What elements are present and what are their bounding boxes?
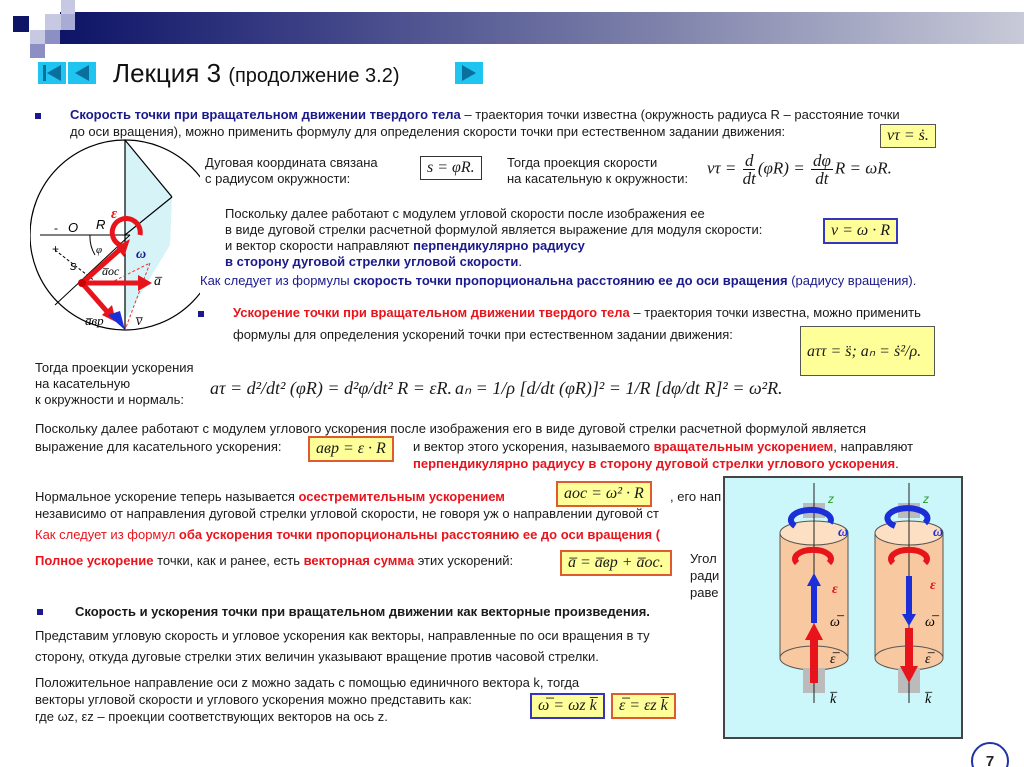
page-title [113, 58, 400, 89]
section2-side-1: Угол [690, 551, 717, 566]
decor-square [30, 44, 45, 58]
proj-text-2: на касательную к окружности: [507, 171, 689, 186]
formula-avr-box: aвр = ε · R [308, 436, 394, 462]
section1-conclusion: Как следует из формулы скорость точки пропорциональна расстоянию ее до оси вращения (радиусу вращения). [200, 273, 917, 288]
formula-vt-box: vτ = ṡ. [880, 124, 936, 148]
formula-at: aτ = d²/dt² (φR) = d²φ/dt² R = εR. [210, 378, 452, 398]
svg-text:ε: ε [930, 578, 936, 593]
svg-text:ε̅: ε̅ [830, 652, 836, 667]
svg-text:s: s [70, 258, 77, 273]
formula-omega-box: ω̅ = ωz k̅ [530, 693, 605, 719]
svg-text:ε: ε [111, 206, 118, 222]
decor-square [30, 30, 45, 44]
svg-text:a̅: a̅ [154, 274, 161, 289]
first-slide-button[interactable] [38, 62, 66, 84]
section2-side-3: раве [690, 585, 719, 600]
section2-side-2: ради [690, 568, 720, 583]
formula-aos-box: aос = ω² · R [556, 481, 652, 507]
section2-p3: перпендикулярно радиусу в сторону дуговой стрелки углового ускорения. [413, 456, 899, 471]
section2-normal-1-rest: , его нап [670, 489, 722, 504]
svg-text:+: + [52, 242, 60, 256]
proj-text-1: Тогда проекция скорости [507, 155, 658, 170]
section2-p2: выражение для касательного ускорения: [35, 439, 282, 454]
decor-square [13, 16, 29, 32]
section2-p1: Поскольку далее работают с модулем углового ускорения после изображения его в виде дуговой стрелки расчетной формулой является [35, 421, 867, 436]
decor-square [45, 14, 61, 30]
section2-normal-1: Нормальное ускорение теперь называется осестремительным ускорением [35, 489, 505, 504]
svg-text:R: R [96, 217, 106, 232]
svg-text:O: O [68, 220, 79, 235]
decor-square [45, 30, 60, 44]
section1-p2: в виде дуговой стрелки расчетной формулой является выражение для модуля скорости: [225, 222, 763, 237]
svg-text:ω: ω [933, 525, 944, 540]
next-slide-icon [462, 65, 476, 81]
section2-line2: формулы для определения ускорений точки при естественном задании движения: [233, 327, 733, 342]
svg-text:ω̅: ω̅ [830, 615, 840, 630]
first-slide-icon [43, 65, 61, 81]
decor-square [61, 14, 75, 30]
svg-text:ω: ω [136, 247, 147, 262]
formula-v-box: v = ω · R [823, 218, 898, 244]
header-gradient-bar [60, 12, 1024, 44]
rotation-diagram [30, 135, 200, 335]
svg-text:-: - [54, 221, 58, 235]
title-main: Лекция 3 [113, 58, 222, 88]
section2-full: Полное ускорение точки, как и ранее, есть векторная сумма этих ускорений: [35, 553, 514, 568]
svg-text:z: z [923, 492, 929, 506]
svg-text:z: z [828, 492, 834, 506]
svg-text:k̅: k̅ [830, 692, 837, 707]
vector-illustration-panel [723, 476, 963, 739]
section3-p5: где ωz, εz – проекции соответствующих векторов на ось z. [35, 709, 388, 724]
formula-vt-full: vτ = $\frac{d}{dt}$ (φR) = $\frac{d\varphi}{dt}$ R = ωR. [707, 151, 892, 188]
section1-heading: Скорость точки при вращательном движении твердого тела [70, 107, 461, 122]
bullet-icon [35, 113, 41, 119]
section1-p1: Поскольку далее работают с модулем угловой скорости после изображения ее [225, 206, 705, 221]
svg-text:v̅: v̅ [136, 314, 143, 329]
formula-natural-box: aττ = s̈; aₙ = ṡ²/ρ. [800, 326, 935, 376]
svg-text:k̅: k̅ [925, 692, 932, 707]
decor-square [61, 0, 75, 14]
arc-text-2: с радиусом окружности: [205, 171, 351, 186]
formula-an: aₙ = 1/ρ [d/dt (φR)]² = 1/R [dφ/dt R]² = ω²R. [455, 378, 783, 398]
section2-normal-2: независимо от направления дуговой стрелки угловой скорости, не говоря уж о направлении дуговой ст [35, 506, 659, 521]
section3-p2: сторону, откуда дуговые стрелки этих величин указывают вращение против часовой стрелки. [35, 649, 599, 664]
formula-sum-box: a̅ = a̅вр + a̅ос. [560, 550, 672, 576]
formula-s-box: s = φR. [420, 156, 482, 180]
svg-text:a̅ос: a̅ос [102, 264, 120, 278]
section1-heading-rest: – траектория точки известна (окружность радиуса R – расстояние точки [460, 107, 900, 122]
section2-p2-rest: и вектор этого ускорения, называемого вращательным ускорением, направляют [413, 439, 914, 454]
bullet-icon [37, 609, 43, 615]
svg-text:φ: φ [96, 244, 103, 256]
section1-heading-line [70, 107, 900, 123]
section2-both: Как следует из формул оба ускорения точки пропорциональны расстоянию ее до оси вращения ( [35, 527, 661, 542]
section3-p1: Представим угловую скорость и угловое ускорения как векторы, направленные по оси вращения в ту [35, 628, 650, 643]
title-sub: (продолжение 3.2) [228, 65, 400, 87]
section2-proj-1: Тогда проекции ускорения [35, 360, 194, 375]
svg-text:ε: ε [832, 582, 838, 597]
prev-slide-button[interactable] [68, 62, 96, 84]
section1-p3: и вектор скорости направляют перпендикулярно радиусу [225, 238, 585, 253]
formula-eps-box: ε̅ = εz k̅ [611, 693, 676, 719]
section2-proj-3: к окружности и нормаль: [35, 392, 185, 407]
arc-text-1: Дуговая координата связана [205, 155, 378, 170]
page-number: 7 [985, 752, 995, 767]
section1-line2: до оси вращения), можно применить формулу для определения скорости точки при естественном задании движения: [70, 124, 786, 139]
section2-heading-line: Ускорение точки при вращательном движении твердого тела – траектория точки известна, можно применить [233, 305, 921, 320]
page-number-badge [971, 742, 1009, 767]
svg-text:a̅вр: a̅вр [85, 313, 104, 328]
prev-slide-icon [75, 65, 89, 81]
bullet-icon [198, 311, 204, 317]
next-slide-button[interactable] [455, 62, 483, 84]
cylinders-diagram [725, 478, 961, 737]
section3-p3: Положительное направление оси z можно задать с помощью единичного вектора k, тогда [35, 675, 580, 690]
svg-text:ε̅: ε̅ [925, 652, 931, 667]
section1-p4: в сторону дуговой стрелки угловой скорости. [225, 254, 523, 269]
section2-proj-2: на касательную [35, 376, 131, 391]
section3-heading: Скорость и ускорения точки при вращательном движении как векторные произведения. [75, 604, 650, 619]
section3-p4: векторы угловой скорости и углового ускорения можно представить как: [35, 692, 472, 707]
svg-text:ω̅: ω̅ [925, 615, 935, 630]
svg-text:ω: ω [838, 525, 849, 540]
